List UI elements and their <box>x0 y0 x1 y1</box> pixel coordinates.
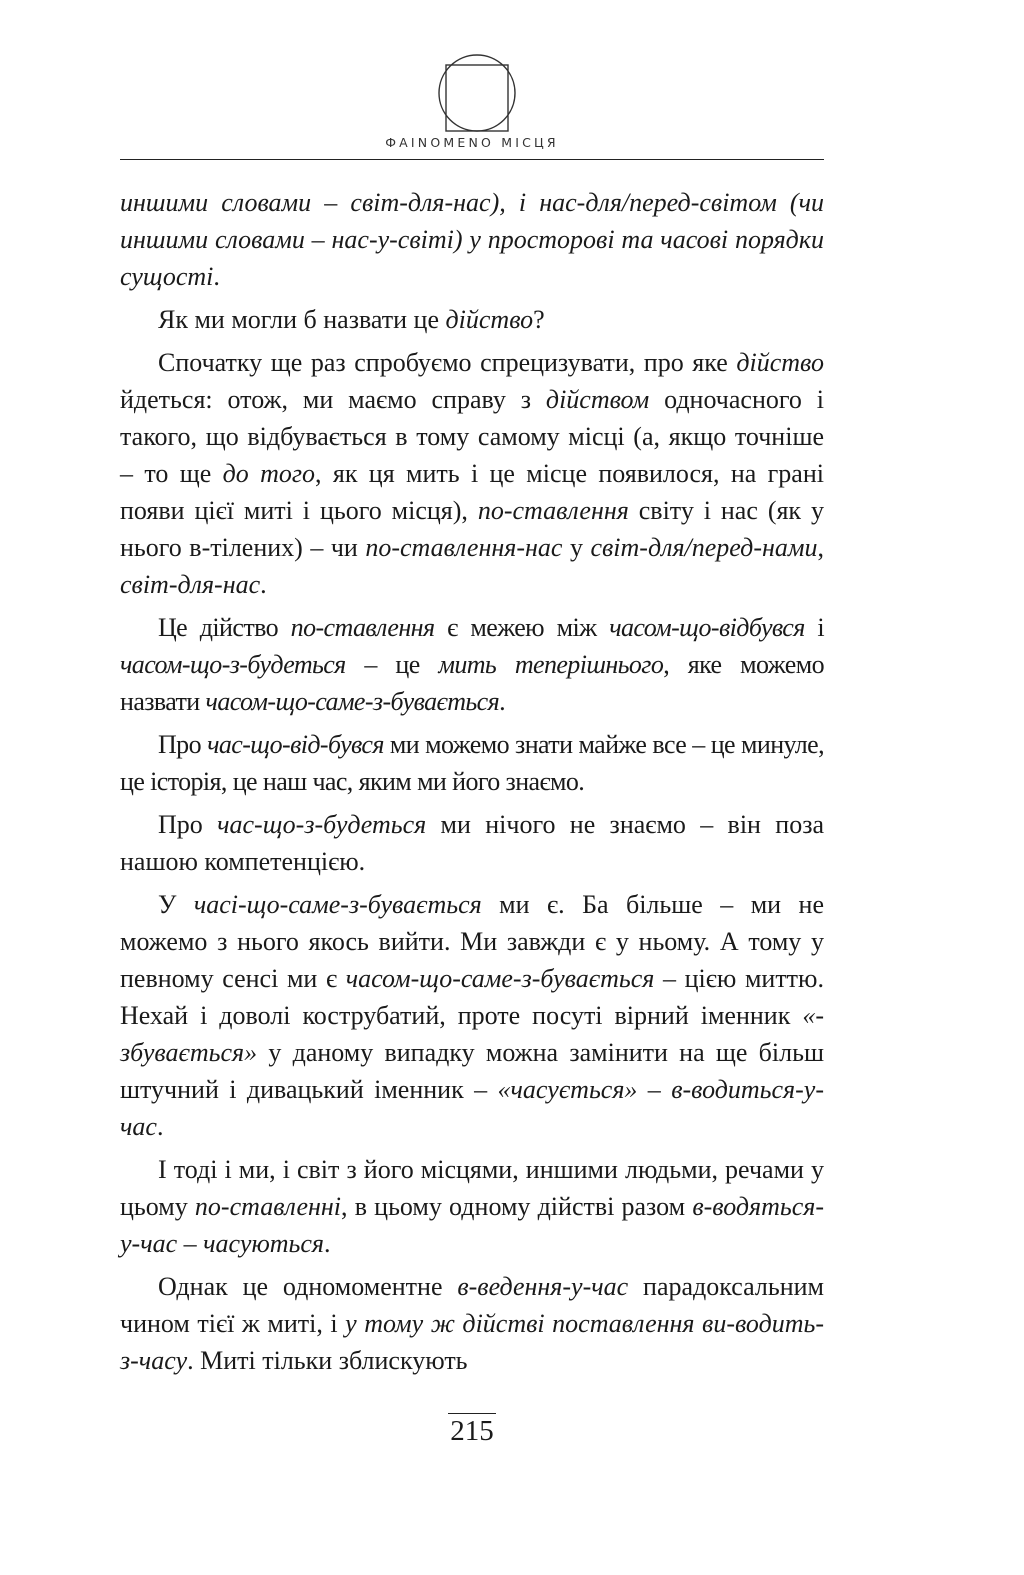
text-run: є межею між <box>434 613 610 642</box>
italic-run: часі-що-саме-з-бувається <box>193 890 482 919</box>
text-run: Як ми могли б назвати це <box>158 305 446 334</box>
italic-run: у тому ж дійстві поставлення ви-водить-з-часу <box>120 1309 824 1375</box>
paragraph <box>120 1268 824 1379</box>
text-run: У <box>158 890 194 919</box>
text-run: . <box>213 262 220 291</box>
text-run: Це дійство <box>158 613 291 642</box>
italic-run: час-що-від-бувся <box>207 730 384 759</box>
header-rule <box>120 159 824 160</box>
text-run: одночасного і такого, що відбувається в тому самому місці (а, якщо точніше – то ще <box>120 385 824 488</box>
text-run: , як ця мить і це місце появилося, на грані появи цієї миті і цього місця), <box>120 459 824 525</box>
italic-run: по-ставленні <box>194 1192 342 1221</box>
text-run: . Миті тільки зблискують <box>187 1346 468 1375</box>
italic-run: світ-для-нас <box>120 570 261 599</box>
text-run: світу і нас (як у нього в-тілених) – чи <box>120 496 824 562</box>
page-number: 215 <box>450 1415 494 1447</box>
italic-run: по-ставлення-нас <box>365 533 563 562</box>
paragraph <box>120 609 824 720</box>
italic-run: часом-що-саме-з-бувається <box>205 687 500 716</box>
text-run: . <box>156 1112 164 1141</box>
text-run: . <box>324 1229 331 1258</box>
text-run: – цією миттю. Нехай і доволі кострубатий, проте посуті вірний іменник <box>120 964 824 1030</box>
text-run: ? <box>533 305 545 334</box>
italic-run: в-водяться-у-час – часуються <box>120 1192 824 1258</box>
text-run: І тоді і ми, і світ з його місцями, иншими людьми, речами у цьому <box>120 1155 824 1221</box>
text-run: Однак це одномоментне <box>158 1272 458 1301</box>
running-head: ФAINOMENO МІСЦЯ <box>385 135 559 150</box>
paragraph <box>120 344 824 603</box>
italic-run: часом-що-з-будеться <box>120 650 346 679</box>
paragraph <box>120 301 824 338</box>
paragraph <box>120 1151 824 1262</box>
text-run: . <box>260 570 267 599</box>
text-run: йдеться: отож, ми маємо справу з <box>120 385 546 414</box>
italic-run: в-ведення-у-час <box>457 1272 629 1301</box>
italic-run: по-ставлення <box>290 613 435 642</box>
text-run: Про <box>158 810 218 839</box>
paragraph-continued <box>120 184 824 295</box>
italic-run: «часується» – в-водиться-у-час <box>120 1075 824 1141</box>
italic-run: мить теперішнього <box>438 650 664 679</box>
paragraph <box>120 726 824 800</box>
text-run: , <box>817 533 824 562</box>
italic-run: иншими словами – світ-для-нас), і нас-для/перед-світом (чи иншими словами – нас-у-світі) у просторові та часові порядки сущості <box>120 188 824 291</box>
paragraph <box>120 886 824 1145</box>
italic-run: до того <box>222 459 316 488</box>
text-run: , в цьому одному дійстві разом <box>341 1192 693 1221</box>
text-run: – це <box>345 650 439 679</box>
italic-run: часом-що-саме-з-бувається <box>345 964 655 993</box>
text-run: Спочатку ще раз спробуємо спрецизувати, про яке <box>158 348 737 377</box>
body-text <box>120 184 824 1385</box>
italic-run: дійство <box>736 348 824 377</box>
text-run: . <box>499 687 505 716</box>
text-run: у даному випадку можна замінити на ще більш штучний і дивацький іменник – <box>120 1038 824 1104</box>
page-number-container <box>120 1413 824 1448</box>
italic-run: світ-для/перед-нами <box>590 533 818 562</box>
italic-run: час-що-з-будеться <box>217 810 427 839</box>
text-run: Про <box>158 730 208 759</box>
italic-run: дійство <box>445 305 534 334</box>
text-run: у <box>562 533 591 562</box>
text-run: , яке можемо назвати <box>120 650 824 716</box>
text-run: ми нічого не знаємо – він поза нашою компетенцією. <box>120 810 825 876</box>
text-run: ми можемо знати майже все – це минуле, це історія, це наш час, яким ми його знаємо. <box>120 730 824 796</box>
text-run: парадоксальним чином тієї ж миті, і <box>120 1272 824 1338</box>
text-run: і <box>804 613 825 642</box>
paragraph <box>120 806 824 880</box>
text-run: ми є. Ба більше – ми не можемо з нього якось вийти. Ми завжди є у ньому. А тому у певному сенсі ми є <box>120 890 824 993</box>
italic-run: по-ставлення <box>477 496 629 525</box>
vitruvian-emblem-icon <box>436 52 518 134</box>
italic-run: дійством <box>545 385 650 414</box>
italic-run: часом-що-відбувся <box>609 613 805 642</box>
italic-run: «-збувається» <box>120 1001 824 1067</box>
